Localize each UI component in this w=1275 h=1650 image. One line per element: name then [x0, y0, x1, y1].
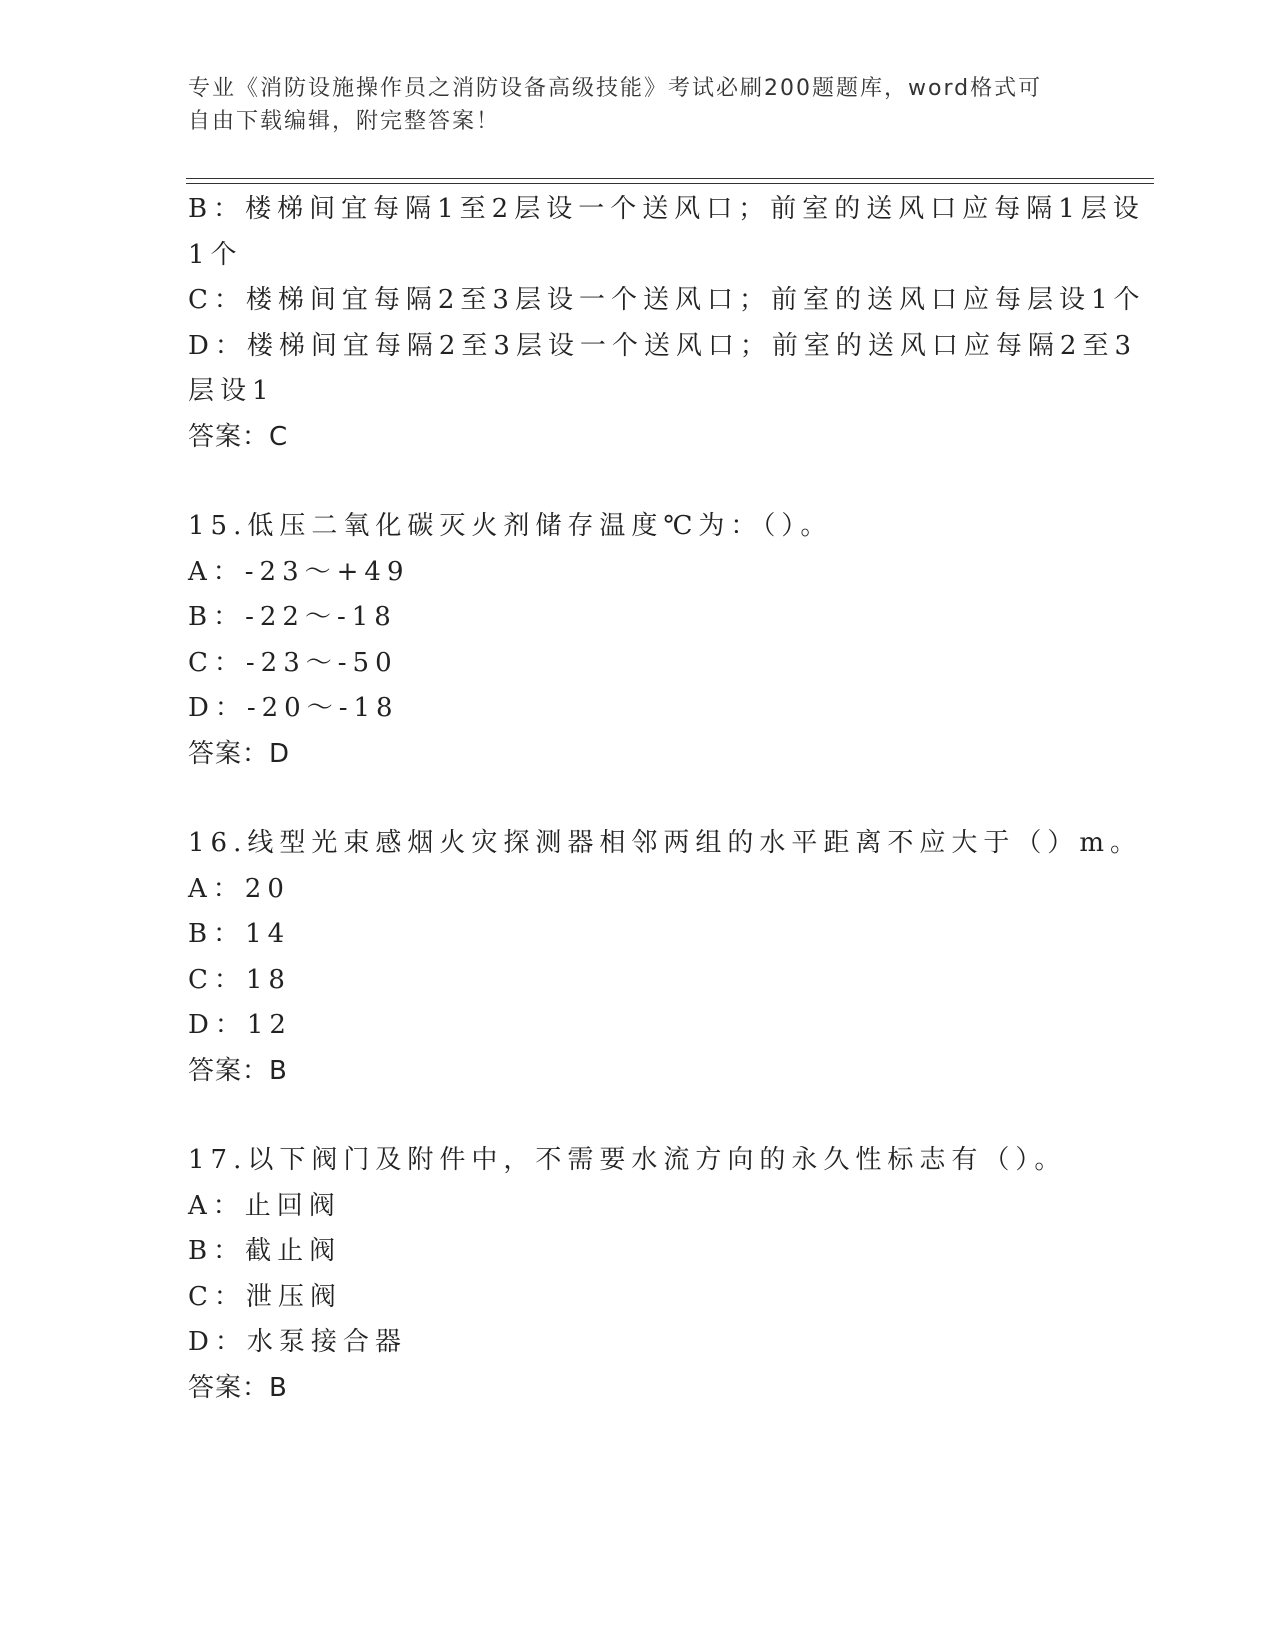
- option-b-continued: 1个: [188, 239, 243, 270]
- option-c: C：泄压阀: [188, 1281, 342, 1312]
- answer-line: 答案：C: [188, 421, 289, 452]
- option-c: C：-23～-50: [188, 647, 398, 678]
- option-b: B：截止阀: [188, 1236, 342, 1266]
- option-d: D：12: [188, 1010, 292, 1040]
- option-b: B：-22～-18: [188, 602, 397, 632]
- question-spacer: [188, 1094, 1088, 1138]
- option-d-continued: 层设1: [188, 376, 275, 406]
- question-spacer: [188, 777, 1088, 821]
- question-spacer: [188, 460, 1088, 504]
- option-b: B：楼梯间宜每隔1至2层设一个送风口；前室的送风口应每隔1层设: [188, 194, 1145, 224]
- question-stem: 16.线型光束感烟火灾探测器相邻两组的水平距离不应大于（）m。: [188, 828, 1143, 858]
- option-c: C：18: [188, 964, 291, 995]
- option-a: A：20: [188, 873, 290, 904]
- answer-line: 答案：B: [188, 1372, 288, 1403]
- option-d: D：-20～-18: [188, 693, 399, 723]
- header-divider-bottom: [186, 183, 1154, 184]
- option-d: D：楼梯间宜每隔2至3层设一个送风口；前室的送风口应每隔2至3: [188, 330, 1138, 361]
- question-block-15: [188, 504, 1088, 777]
- question-block-17: [188, 1138, 1088, 1411]
- question-stem: 17.以下阀门及附件中，不需要水流方向的永久性标志有（）。: [188, 1145, 1067, 1175]
- question-list: [188, 187, 1146, 1411]
- header-line-2: 自由下载编辑，附完整答案！: [188, 109, 501, 134]
- option-d: D：水泵接合器: [188, 1327, 407, 1357]
- document-header: [188, 72, 1068, 138]
- option-a: A：-23～+49: [188, 556, 410, 587]
- option-c: C：楼梯间宜每隔2至3层设一个送风口；前室的送风口应每层设1个: [188, 285, 1146, 315]
- option-b: B：14: [188, 919, 291, 949]
- question-block-previous: [188, 187, 1146, 460]
- option-a: A：止回阀: [188, 1190, 341, 1221]
- answer-line: 答案：D: [188, 738, 291, 769]
- header-line-1: 专业《消防设施操作员之消防设备高级技能》考试必刷200题题库，word格式可: [188, 76, 1043, 101]
- question-block-16: [188, 821, 1143, 1094]
- answer-line: 答案：B: [188, 1055, 288, 1086]
- header-divider-top: [186, 178, 1154, 179]
- question-stem: 15.低压二氧化碳灭火剂储存温度℃为：（）。: [188, 511, 833, 541]
